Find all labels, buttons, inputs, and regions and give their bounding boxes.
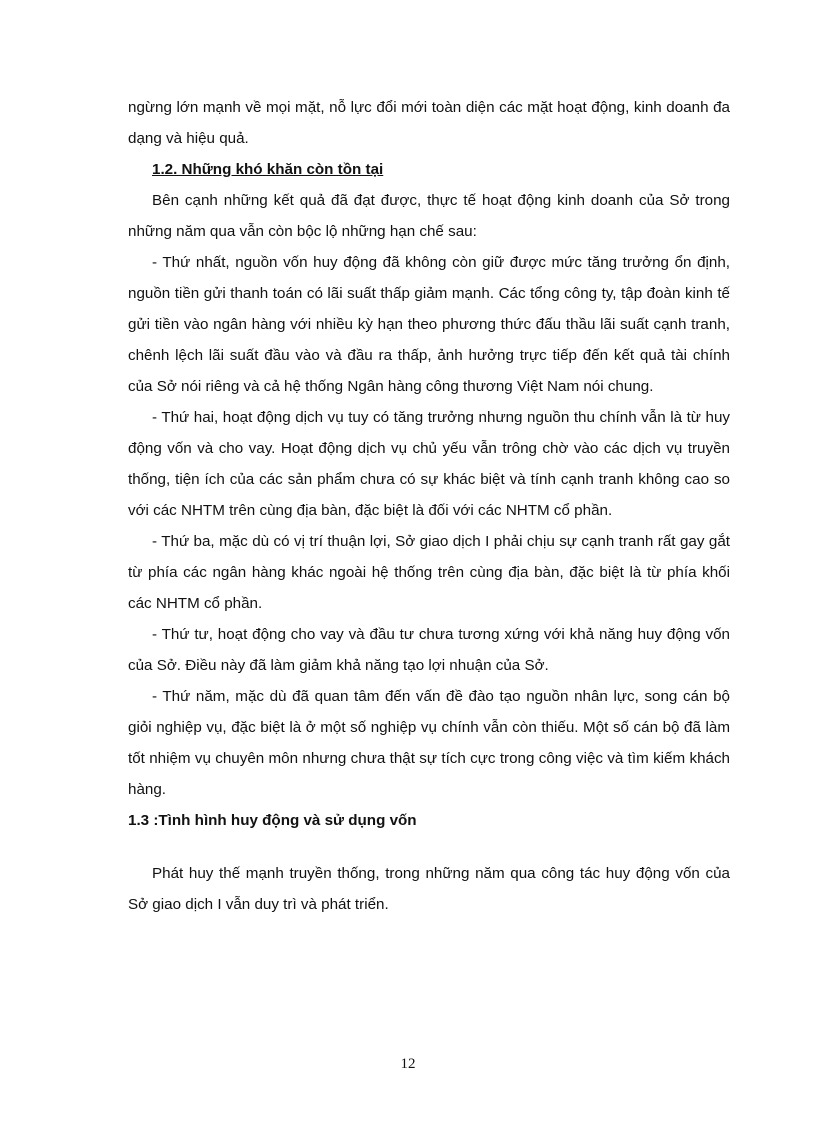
paragraph-limitation-second: - Thứ hai, hoạt động dịch vụ tuy có tăng trưởng nhưng nguồn thu chính vẫn là từ huy động vốn và cho vay. Hoạt động dịch vụ chủ yếu vẫn trông chờ vào các dịch vụ truyền thống, tiện ích của các sản phẩm chưa có sự khác biệt và tính cạnh tranh không cao so với các NHTM trên cùng địa bàn, đặc biệt là đối với các NHTM cổ phần. xyxy=(128,409,730,519)
page-number: 12 xyxy=(400,1056,416,1072)
paragraph-spacer xyxy=(128,836,730,858)
section-heading-1-2: 1.2. Những khó khăn còn tồn tại xyxy=(152,161,384,178)
paragraph-limitation-third: - Thứ ba, mặc dù có vị trí thuận lợi, Sở giao dịch I phải chịu sự cạnh tranh rất gay gắt từ phía các ngân hàng khác ngoài hệ thống trên cùng địa bàn, đặc biệt là từ phía khối các NHTM cổ phần. xyxy=(128,533,730,612)
document-body xyxy=(128,92,730,920)
paragraph-limitations-intro: Bên cạnh những kết quả đã đạt được, thực tế hoạt động kinh doanh của Sở trong những năm qua vẫn còn bộc lộ những hạn chế sau: xyxy=(128,192,730,240)
section-heading-1-3: 1.3 :Tình hình huy động và sử dụng vốn xyxy=(128,812,417,829)
paragraph-limitation-fourth: - Thứ tư, hoạt động cho vay và đầu tư chưa tương xứng với khả năng huy động vốn của Sở. Điều này đã làm giảm khả năng tạo lợi nhuận của Sở. xyxy=(128,626,730,674)
paragraph-intro-continuation: ngừng lớn mạnh về mọi mặt, nỗ lực đổi mới toàn diện các mặt hoạt động, kinh doanh đa dạng và hiệu quả. xyxy=(128,99,730,147)
paragraph-limitation-fifth: - Thứ năm, mặc dù đã quan tâm đến vấn đề đào tạo nguồn nhân lực, song cán bộ giỏi nghiệp vụ, đặc biệt là ở một số nghiệp vụ chính vẫn còn thiếu. Một số cán bộ đã làm tốt nhiệm vụ chuyên môn nhưng chưa thật sự tích cực trong công việc và tìm kiếm khách hàng. xyxy=(128,688,730,798)
paragraph-limitation-first: - Thứ nhất, nguồn vốn huy động đã không còn giữ được mức tăng trưởng ổn định, nguồn tiền gửi thanh toán có lãi suất thấp giảm mạnh. Các tổng công ty, tập đoàn kinh tế gửi tiền vào ngân hàng với nhiều kỳ hạn theo phương thức đấu thầu lãi suất cạnh tranh, chênh lệch lãi suất đầu vào và đầu ra thấp, ảnh hưởng trực tiếp đến kết quả tài chính của Sở nói riêng và cả hệ thống Ngân hàng công thương Việt Nam nói chung. xyxy=(128,254,730,395)
paragraph-capital-mobilization: Phát huy thế mạnh truyền thống, trong những năm qua công tác huy động vốn của Sở giao dịch I vẫn duy trì và phát triển. xyxy=(128,865,730,913)
